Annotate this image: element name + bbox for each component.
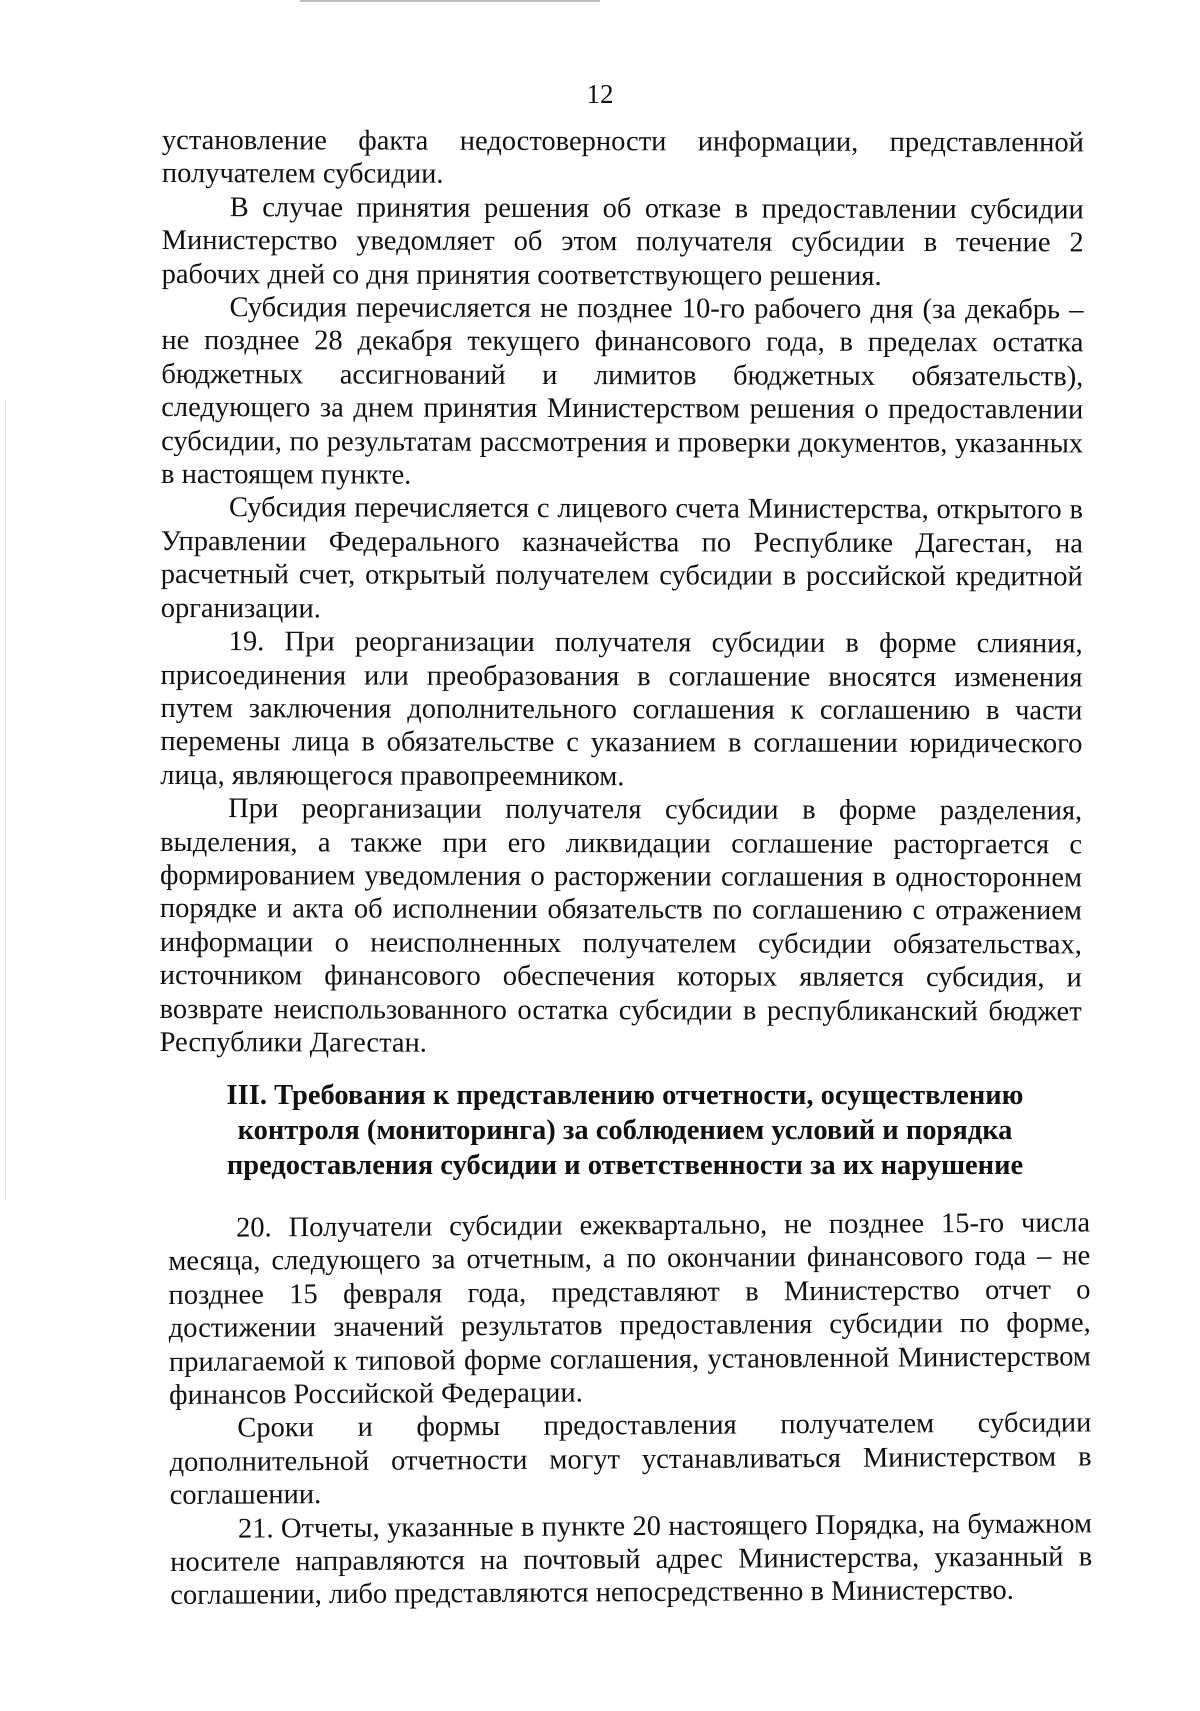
paragraph: Сроки и формы предоставления получателем субсидии дополнительной отчетности могут устанавливаться Министерством в соглашении. [169, 1407, 1092, 1512]
scan-edge-top [300, 0, 600, 2]
paragraph: установление факта недостоверности информации, представленной получателем субсидии. [161, 125, 1084, 191]
paragraph: 20. Получатели субсидии ежеквартально, не позднее 15-го числа месяца, следующего за отчетным, а по окончании финансового года – не позднее 15 февраля года, представляют в Министерство отчет о достижении значений результатов предоставления субсидии по форме, прилагаемой к типовой форме соглашения, установленной Министерством финансов Российской Федерации. [168, 1207, 1091, 1412]
paragraph: 21. Отчеты, указанные в пункте 20 настоящего Порядка, на бумажном носителе направляются на почтовый адрес Министерства, указанный в соглашении, либо представляются непосредственно в Министерство. [170, 1508, 1093, 1612]
paragraph: 19. При реорганизации получателя субсидии в форме слияния, присоединения или преобразования в соглашение вносятся изменения путем заключения дополнительного соглашения к соглашению в части перемены лица в обязательстве с указанием в соглашении юридического лица, являющегося правопреемником. [160, 626, 1083, 792]
section-heading: III. Требования к представлению отчетности, осуществлению контроля (мониторинга) за соблюдением условий и порядка предоставления субсидии и ответственности за их нарушение [226, 1080, 1024, 1181]
scan-edge-left [5, 400, 6, 1200]
body-text-lower [168, 1206, 1092, 1612]
paragraph: В случае принятия решения об отказе в предоставлении субсидии Министерство уведомляет об этом получателя субсидии в течение 2 рабочих дней со дня принятия соответствующего решения. [161, 191, 1084, 292]
page-number: 12 [586, 79, 614, 109]
paragraph: При реорганизации получателя субсидии в форме разделения, выделения, а также при его ликвидации соглашение расторгается с формированием уведомления о расторжении соглашения в одностороннем порядке и акта об исполнении обязательств по соглашению с отражением информации о неисполненных получателем субсидии обязательствах, источником финансового обеспечения которых является субсидия, и возврате неиспользованного остатка субсидии в республиканский бюджет Республики Дагестан. [159, 793, 1083, 1059]
body-text-upper [160, 124, 1084, 1062]
paragraph: Субсидия перечисляется не позднее 10-го рабочего дня (за декабрь – не позднее 28 декабря текущего финансового года, в пределах остатка бюджетных ассигнований и лимитов бюджетных обязательств), следующего за днем принятия Министерством решения о предоставлении субсидии, по результатам рассмотрения и проверки документов, указанных в настоящем пункте. [161, 292, 1084, 491]
paragraph: Субсидия перечисляется с лицевого счета Министерства, открытого в Управлении Федерального казначейства по Республике Дагестан, на расчетный счет, открытый получателем субсидии в российской кредитной организации. [160, 492, 1084, 625]
